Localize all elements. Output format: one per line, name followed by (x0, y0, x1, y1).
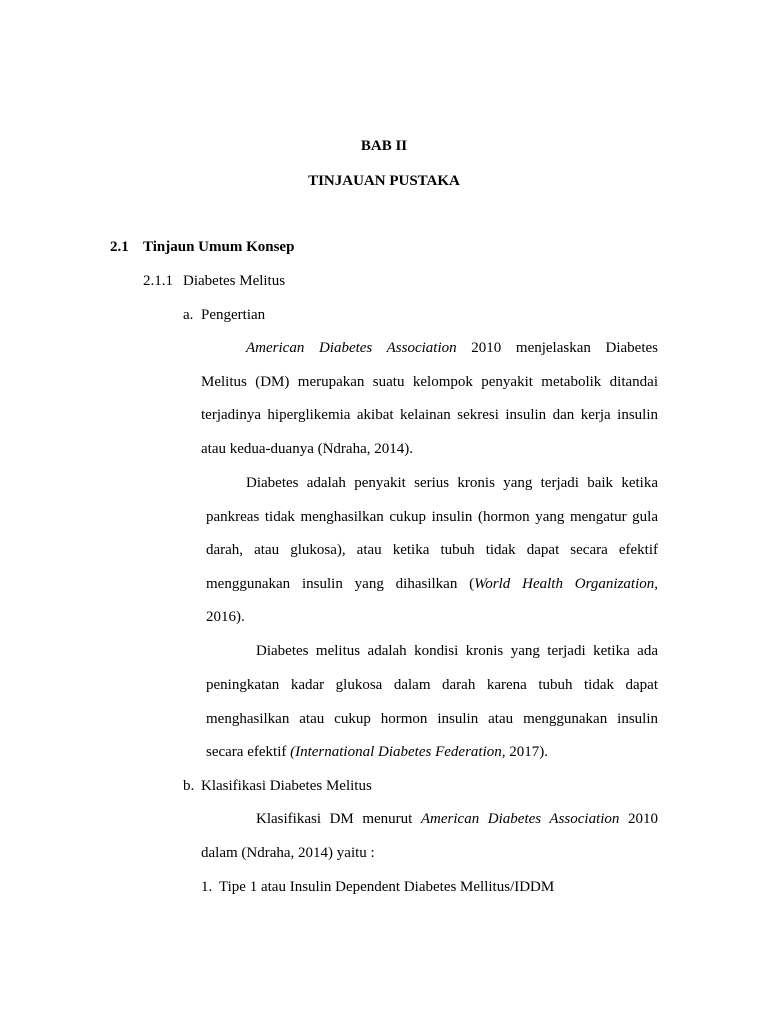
italic-term: World Health Organization (474, 576, 655, 592)
item-a-marker: a. (183, 307, 194, 323)
italic-term: (International Diabetes Federation (290, 744, 502, 760)
paragraph-line: terjadinya hiperglikemia akibat kelainan sekresi insulin dan kerja insulin (201, 407, 658, 423)
paragraph-line: Diabetes melitus adalah kondisi kronis yang terjadi ketika ada (256, 643, 658, 659)
section-title: Tinjaun Umum Konsep (143, 239, 295, 255)
list-item: Tipe 1 atau Insulin Dependent Diabetes Mellitus/IDDM (219, 879, 555, 895)
paragraph-line: atau kedua-duanya (Ndraha, 2014). (201, 441, 413, 457)
paragraph-line: dalam (Ndraha, 2014) yaitu : (201, 845, 375, 861)
subsection-title: Diabetes Melitus (183, 273, 286, 289)
italic-term: American Diabetes Association (246, 340, 457, 356)
paragraph-line: darah, atau glukosa), atau ketika tubuh tidak dapat secara efektif (206, 542, 658, 558)
paragraph-line: menghasilkan atau cukup hormon insulin atau menggunakan insulin (206, 711, 658, 727)
text-run: Klasifikasi DM menurut (256, 811, 421, 827)
chapter-number: BAB II (360, 138, 408, 154)
item-b-title: Klasifikasi Diabetes Melitus (201, 778, 372, 794)
item-b-marker: b. (183, 778, 195, 794)
text-run: 2010 menjelaskan Diabetes (456, 340, 658, 356)
paragraph-line: Melitus (DM) merupakan suatu kelompok penyakit metabolik ditandai (201, 374, 658, 390)
paragraph-line: 2016). (206, 609, 245, 625)
subsection-number: 2.1.1 (143, 273, 173, 289)
text-run: , 2017). (501, 744, 548, 760)
paragraph-line: peningkatan kadar glukosa dalam darah karena tubuh tidak dapat (206, 677, 658, 693)
italic-term: American Diabetes Association (420, 811, 620, 827)
paragraph-line (246, 339, 658, 357)
item-a-title: Pengertian (201, 307, 266, 323)
paragraph-line (206, 743, 548, 761)
text-run: menggunakan insulin yang dihasilkan ( (206, 576, 475, 592)
section-number: 2.1 (110, 239, 129, 255)
chapter-title: TINJAUAN PUSTAKA (308, 173, 460, 189)
paragraph-line (206, 575, 658, 593)
text-run: , (654, 576, 658, 592)
text-run: secara efektif (206, 744, 291, 760)
paragraph-line: Diabetes adalah penyakit serius kronis yang terjadi baik ketika (246, 475, 658, 491)
text-run: 2010 (619, 811, 658, 827)
paragraph-line (256, 810, 658, 828)
paragraph-line: pankreas tidak menghasilkan cukup insulin (hormon yang mengatur gula (206, 509, 658, 525)
list-item-marker: 1. (201, 879, 213, 895)
